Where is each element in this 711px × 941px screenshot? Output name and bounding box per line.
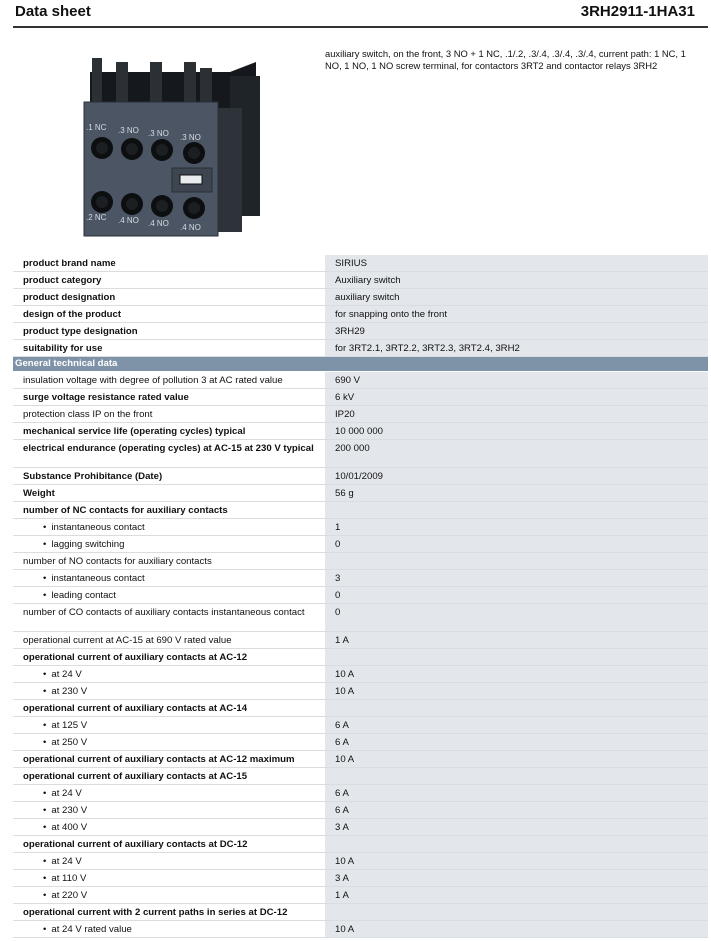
spec-value <box>325 904 708 920</box>
spec-label <box>13 570 315 586</box>
spec-value: 6 A <box>325 802 708 818</box>
spec-label-text: number of NC contacts for auxiliary contacts <box>23 505 228 516</box>
spec-row <box>13 819 708 836</box>
spec-label <box>13 921 315 937</box>
spec-label-text: product type designation <box>23 326 138 337</box>
spec-row <box>13 802 708 819</box>
header-divider <box>13 26 708 28</box>
spec-row <box>13 632 708 649</box>
spec-value: 10 A <box>325 921 708 937</box>
spec-label-text: • at 24 V <box>51 856 82 867</box>
spec-label <box>13 289 315 305</box>
spec-label-text: operational current at AC-15 at 690 V rated value <box>23 635 232 646</box>
spec-row <box>13 768 708 785</box>
spec-label <box>13 423 315 439</box>
spec-row <box>13 340 708 357</box>
spec-label <box>13 632 315 648</box>
spec-label-text: • at 230 V <box>51 805 88 816</box>
spec-label <box>13 734 315 750</box>
spec-label-text: product brand name <box>23 258 116 269</box>
spec-label <box>13 717 315 733</box>
spec-label-text: suitability for use <box>23 343 103 354</box>
page-title: Data sheet <box>15 3 91 20</box>
spec-label <box>13 802 315 818</box>
spec-row <box>13 785 708 802</box>
spec-value <box>325 836 708 852</box>
spec-label <box>13 604 315 631</box>
spec-label <box>13 904 315 920</box>
product-image <box>80 58 270 240</box>
spec-row <box>13 468 708 485</box>
spec-label-text: insulation voltage with degree of pollution 3 at AC rated value <box>23 375 283 386</box>
terminal-label: .3 NO <box>148 129 169 138</box>
spec-row <box>13 502 708 519</box>
spec-label <box>13 372 315 388</box>
spec-value: 56 g <box>325 485 708 501</box>
spec-value: auxiliary switch <box>325 289 708 305</box>
spec-row <box>13 853 708 870</box>
spec-value: 0 <box>325 604 708 631</box>
spec-row <box>13 887 708 904</box>
spec-label-text: • at 24 V <box>51 788 82 799</box>
spec-row <box>13 272 708 289</box>
spec-label-text: operational current of auxiliary contacts at DC-12 <box>23 839 248 850</box>
spec-label <box>13 819 315 835</box>
spec-label <box>13 502 315 518</box>
terminal-label: .4 NO <box>118 216 139 225</box>
spec-label-text: product designation <box>23 292 116 303</box>
spec-label <box>13 853 315 869</box>
spec-row <box>13 666 708 683</box>
product-description: auxiliary switch, on the front, 3 NO + 1 NC, .1/.2, .3/.4, .3/.4, .3/.4, current path: 1 NC, 1 NO, 1 NO, 1 NO screw terminal, for contactors 3RT2 and contactor relays 3RH2 <box>325 48 686 71</box>
spec-label-text: • at 400 V <box>51 822 88 833</box>
spec-value <box>325 700 708 716</box>
spec-value: Auxiliary switch <box>325 272 708 288</box>
spec-label-text: mechanical service life (operating cycles) typical <box>23 426 246 437</box>
spec-value: 6 A <box>325 785 708 801</box>
spec-value: 1 A <box>325 632 708 648</box>
spec-label-text: • at 110 V <box>51 873 87 884</box>
terminal-label: .4 NO <box>180 223 201 232</box>
spec-label <box>13 519 315 535</box>
spec-label-text: surge voltage resistance rated value <box>23 392 189 403</box>
spec-value: 3 A <box>325 819 708 835</box>
page-header <box>0 0 711 28</box>
spec-label-text: • lagging switching <box>51 539 125 550</box>
spec-row <box>13 485 708 502</box>
spec-value: 10 A <box>325 683 708 699</box>
spec-row <box>13 604 708 632</box>
spec-label <box>13 440 315 467</box>
spec-label <box>13 389 315 405</box>
spec-value: 690 V <box>325 372 708 388</box>
spec-value <box>325 502 708 518</box>
spec-label <box>13 649 315 665</box>
spec-label <box>13 406 315 422</box>
spec-row <box>13 255 708 272</box>
spec-row <box>13 389 708 406</box>
spec-label-text: • at 125 V <box>51 720 88 731</box>
spec-row <box>13 536 708 553</box>
spec-row <box>13 649 708 666</box>
spec-row <box>13 836 708 853</box>
spec-label <box>13 323 315 339</box>
spec-label <box>13 700 315 716</box>
spec-row <box>13 904 708 921</box>
spec-value: SIRIUS <box>325 255 708 271</box>
spec-row <box>13 519 708 536</box>
spec-value: 6 kV <box>325 389 708 405</box>
spec-label <box>13 666 315 682</box>
spec-label-text: product category <box>23 275 102 286</box>
spec-value: 1 <box>325 519 708 535</box>
spec-label-text: operational current of auxiliary contacts at AC-14 <box>23 703 248 714</box>
terminal-label: .1 NC <box>86 123 107 132</box>
product-code: 3RH2911-1HA31 <box>580 3 695 20</box>
spec-value <box>325 649 708 665</box>
spec-value: 200 000 <box>325 440 708 467</box>
spec-label-text: • at 24 V <box>51 669 82 680</box>
spec-label-text: operational current with 2 current paths in series at DC-12 <box>23 907 288 918</box>
spec-row <box>13 323 708 340</box>
spec-row <box>13 921 708 938</box>
spec-label-text: • instantaneous contact <box>51 573 145 584</box>
spec-row <box>13 570 708 587</box>
spec-value: IP20 <box>325 406 708 422</box>
spec-value: 10 A <box>325 666 708 682</box>
spec-value: 10/01/2009 <box>325 468 708 484</box>
spec-value <box>325 553 708 569</box>
spec-row <box>13 717 708 734</box>
spec-value: 0 <box>325 587 708 603</box>
spec-label <box>13 836 315 852</box>
spec-label-text: • at 230 V <box>51 686 88 697</box>
spec-value: 10 A <box>325 751 708 767</box>
spec-label-text: electrical endurance (operating cycles) at AC-15 at 230 V typical <box>23 443 314 454</box>
spec-row <box>13 751 708 768</box>
spec-label <box>13 887 315 903</box>
terminal-label: .2 NC <box>86 213 107 222</box>
spec-value: for snapping onto the front <box>325 306 708 322</box>
spec-row <box>13 683 708 700</box>
spec-label-text: • at 250 V <box>51 737 88 748</box>
spec-row <box>13 587 708 604</box>
spec-row <box>13 406 708 423</box>
spec-row <box>13 700 708 717</box>
spec-label <box>13 536 315 552</box>
spec-label-text: Substance Prohibitance (Date) <box>23 471 163 482</box>
spec-label <box>13 485 315 501</box>
spec-label <box>13 785 315 801</box>
spec-label-text: number of CO contacts of auxiliary contacts instantaneous contact <box>23 607 305 618</box>
spec-value <box>325 768 708 784</box>
spec-label-text: design of the product <box>23 309 122 320</box>
spec-label <box>13 255 315 271</box>
spec-value: 6 A <box>325 717 708 733</box>
spec-value: 0 <box>325 536 708 552</box>
terminal-label: .4 NO <box>148 219 169 228</box>
spec-label-text: operational current of auxiliary contacts at AC-12 maximum <box>23 754 295 765</box>
spec-label-text: • at 220 V <box>51 890 88 901</box>
spec-label-text: operational current of auxiliary contacts at AC-15 <box>23 771 248 782</box>
spec-label <box>13 306 315 322</box>
spec-value: for 3RT2.1, 3RT2.2, 3RT2.3, 3RT2.4, 3RH2 <box>325 340 708 356</box>
spec-row <box>13 423 708 440</box>
spec-label-text: • at 24 V rated value <box>51 924 132 935</box>
spec-label <box>13 553 315 569</box>
terminal-label: .3 NO <box>118 126 139 135</box>
spec-label-text: operational current of auxiliary contacts at AC-12 <box>23 652 248 663</box>
spec-label-text: protection class IP on the front <box>23 409 153 420</box>
spec-value: 3RH29 <box>325 323 708 339</box>
spec-row <box>13 734 708 751</box>
spec-label-text: number of NO contacts for auxiliary contacts <box>23 556 212 567</box>
spec-value: 3 A <box>325 870 708 886</box>
spec-label-text: • leading contact <box>51 590 116 601</box>
section-header: General technical data <box>13 357 708 372</box>
spec-label <box>13 870 315 886</box>
spec-label <box>13 272 315 288</box>
spec-value: 1 A <box>325 887 708 903</box>
spec-row <box>13 306 708 323</box>
spec-label <box>13 683 315 699</box>
spec-value: 10 000 000 <box>325 423 708 439</box>
spec-table <box>13 255 708 938</box>
spec-label <box>13 340 315 356</box>
spec-row <box>13 870 708 887</box>
spec-value: 10 A <box>325 853 708 869</box>
spec-label <box>13 587 315 603</box>
spec-row <box>13 440 708 468</box>
spec-value: 3 <box>325 570 708 586</box>
spec-row <box>13 372 708 389</box>
terminal-label: .3 NO <box>180 133 201 142</box>
spec-row <box>13 553 708 570</box>
spec-label <box>13 768 315 784</box>
spec-label <box>13 468 315 484</box>
spec-label-text: Weight <box>23 488 55 499</box>
spec-row <box>13 289 708 306</box>
spec-label <box>13 751 315 767</box>
spec-value: 6 A <box>325 734 708 750</box>
spec-label-text: • instantaneous contact <box>51 522 145 533</box>
